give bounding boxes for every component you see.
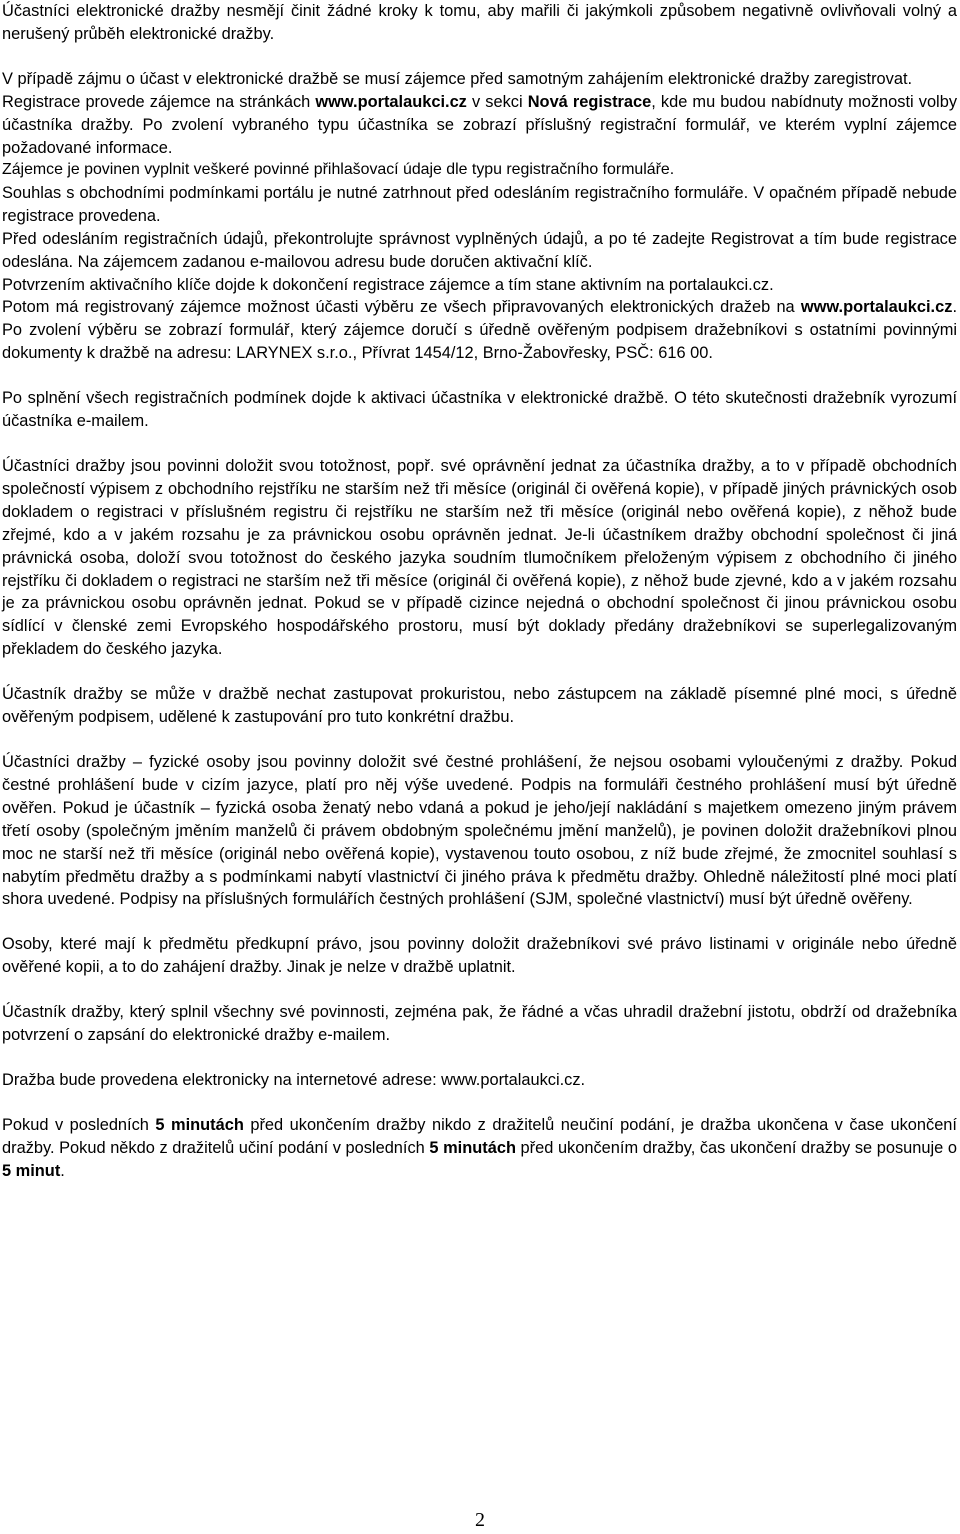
spacer <box>2 46 957 68</box>
paragraph-preemption-right <box>2 933 957 979</box>
paragraph-text: Účastník dražby se může v dražbě nechat zastupovat prokuristou, nebo zástupcem na základě písemné plné moci, s úředně ověřeným podpisem, udělené k zastupování pro tuto konkrétní dražbu. <box>2 685 957 727</box>
spacer <box>2 1047 957 1069</box>
spacer <box>2 433 957 455</box>
paragraph-natural-persons <box>2 751 957 911</box>
paragraph-registration-required <box>2 68 957 91</box>
paragraph-confirmation <box>2 1001 957 1047</box>
paragraph-text: Účastníci dražby – fyzické osoby jsou povinny doložit své čestné prohlášení, že nejsou osobami vyloučenými z dražby. Pokud čestné prohlášení bude v cizím jazyce, platí pro něj výše uvedené. Podpis na formuláři čestného prohlášení musí být úředně ověřen. Pokud je účastník – fyzická osoba ženatý nebo vdaná a pokud je jeho/její nakládání s majetkem omezeno jiným právem třetí osoby (společným jměním manželů či právem obdobným společnému jmění manželů), je povinen doložit dražebníkovi plnou moc ne starší než tři měsíce (originál nebo ověřená kopie), vystavenou touto osobou, z níž bude zřejmé, že zmocnitel souhlasí s nabytím předmětu dražby a s podmínkami nabytí vlastnictví či jiného práva k předmětu dražby. Ohledně náležitostí plné moci platí shora uvedené. Podpisy na příslušných formulářích čestných prohlášení (SJM, společné vlastnictví) musí být úředně ověřeny. <box>2 752 957 909</box>
paragraph-text: . <box>60 1161 65 1180</box>
paragraph-text: Registrace provede zájemce na stránkách <box>2 92 316 111</box>
paragraph-text: , kde mu budou nabídnuty možnosti volby účastníka dražby. <box>2 92 958 134</box>
paragraph-registration-steps <box>2 91 957 160</box>
paragraph-text: Účastník dražby, který splnil všechny své povinnosti, zejména pak, že řádné a včas uhradil dražební jistotu, obdrží od dražebníka potvrzení o zapsání do elektronické dražby e-mailem. <box>2 1003 957 1045</box>
paragraph-text: v sekci <box>466 92 528 111</box>
paragraph-text: Pokud v posledních <box>2 1115 156 1134</box>
paragraph-text: V případě zájmu o účast v elektronické dražbě se musí zájemce před samotným zahájením elektronické dražby zaregistrovat. <box>2 69 913 88</box>
paragraph-terms-consent <box>2 182 957 228</box>
five-minutes-emphasis: 5 minutách <box>429 1138 516 1157</box>
paragraph-text: Potvrzením aktivačního klíče dojde k dokončení registrace zájemce a tím stane aktivním na portalaukci.cz. <box>2 275 774 294</box>
paragraph-submit-registration <box>2 228 957 274</box>
paragraph-text: Osoby, které mají k předmětu předkupní právo, jsou povinny doložit dražebníkovi své právo listinami v originále nebo úředně ověřené kopii, a to do zahájení dražby. Jinak je nelze v dražbě uplatnit. <box>2 935 957 977</box>
portal-url-link[interactable]: www.portalaukci.cz <box>800 298 953 317</box>
paragraph-text: Účastníci elektronické dražby nesmějí činit žádné kroky k tomu, aby mařili či jakýmkoli způsobem negativně ovlivňovali volný a nerušený průběh elektronické dražby. <box>2 2 957 43</box>
paragraph-bidder-conduct <box>2 0 957 46</box>
new-registration-label: Nová registrace <box>527 92 652 111</box>
paragraph-text: Účastníci dražby jsou povinni doložit svou totožnost, popř. své oprávnění jednat za účastníka dražby, a to v případě obchodních společností výpisem z obchodního rejstříku ne starším než tři měsíce (originál či ověřená kopie), v případě jiných právnických osob dokladem o registraci v příslušném registru či rejstříku ne starším než tři měsíce (originál nebo ověřená kopie), z něhož bude zřejmé, kdo a v jakém rozsahu je za právnickou osobu oprávněn jednat. Je-li účastníkem dražby obchodní společnost či jiná právnická osoba, doloží svou totožnost do českého jazyka soudním tlumočníkem přeloženým výpisem z obchodního či jiného rejstříku či dokladem o registraci ne starším než tři měsíce (originál či ověřená kopie), z něhož bude zjevné, kdo a v jakém rozsahu je za právnickou osobu oprávněn jednat. Pokud se v případě cizince nejedná o obchodní společnost či jinou právnickou osobu sídlící v členské zemi Evropského hospodářského prostoru, musí být doklady předány dražebníkovi se superlegalizovaným překladem do českého jazyka. <box>2 457 957 659</box>
portal-url-link[interactable]: www.portalaukci.cz <box>315 92 467 111</box>
paragraph-text: Před odesláním registračních údajů, překontrolujte správnost vyplněných údajů, a po té zadejte Registrovat a tím bude registrace odeslána. Na zájemcem zadanou e-mailovou adresu bude doručen aktivační klíč. <box>2 229 957 271</box>
spacer <box>2 661 957 683</box>
paragraph-text: Zájemce je povinen vyplnit veškeré povinné přihlašovací údaje dle typu registračního formuláře. <box>2 161 675 179</box>
paragraph-text: před ukončením dražby, čas ukončení dražby se posunuje o <box>515 1138 957 1157</box>
paragraph-auction-selection <box>2 296 957 365</box>
spacer <box>2 365 957 387</box>
paragraph-auction-end-rule <box>2 1114 957 1183</box>
paragraph-text: Souhlas s obchodními podmínkami portálu je nutné zatrhnout před odesláním registračního formuláře. V opačném případě nebude registrace provedena. <box>2 183 957 225</box>
five-minutes-emphasis: 5 minutách <box>155 1115 244 1134</box>
paragraph-text: Potom má registrovaný zájemce možnost účasti výběru ze všech připravovaných elektronických dražeb na <box>2 298 801 317</box>
spacer <box>2 1092 957 1114</box>
paragraph-auction-address <box>2 1069 957 1092</box>
paragraph-text: Dražba bude provedena elektronicky na internetové adrese: www.portalaukci.cz. <box>2 1070 586 1089</box>
paragraph-representation <box>2 683 957 729</box>
paragraph-text: . Po zvolení výběru se zobrazí formulář, který zájemce doručí s úředně ověřeným podpisem dražebníkovi s ostatními povinnými dokumenty k dražbě na adresu: LARYNEX s.r.o., Přívrat 1454/12, Brno-Žabovřesky, PSČ: 616 00. <box>2 298 957 363</box>
page-number: 2 <box>475 1509 485 1531</box>
spacer <box>2 979 957 1001</box>
paragraph-text: Po zvolení vybraného typu účastníka se zobrazí příslušný registrační formulář, ve kterém vyplní zájemce požadované informace. <box>2 115 957 157</box>
spacer <box>2 911 957 933</box>
paragraph-text: před ukončením dražby nikdo z dražitelů neučiní podání, je dražba ukončena v čase ukončení dražby. Pokud někdo z dražitelů učiní podání v posledních <box>2 1115 957 1157</box>
paragraph-required-fields <box>2 159 957 182</box>
five-minutes-emphasis: 5 minut <box>2 1161 61 1180</box>
paragraph-activation-key <box>2 274 957 297</box>
spacer <box>2 729 957 751</box>
paragraph-text: Po splnění všech registračních podmínek dojde k aktivaci účastníka v elektronické dražbě. O této skutečnosti dražebník vyrozumí účastníka e-mailem. <box>2 389 957 431</box>
paragraph-activation-notice <box>2 387 957 433</box>
paragraph-identity-proof <box>2 455 957 661</box>
